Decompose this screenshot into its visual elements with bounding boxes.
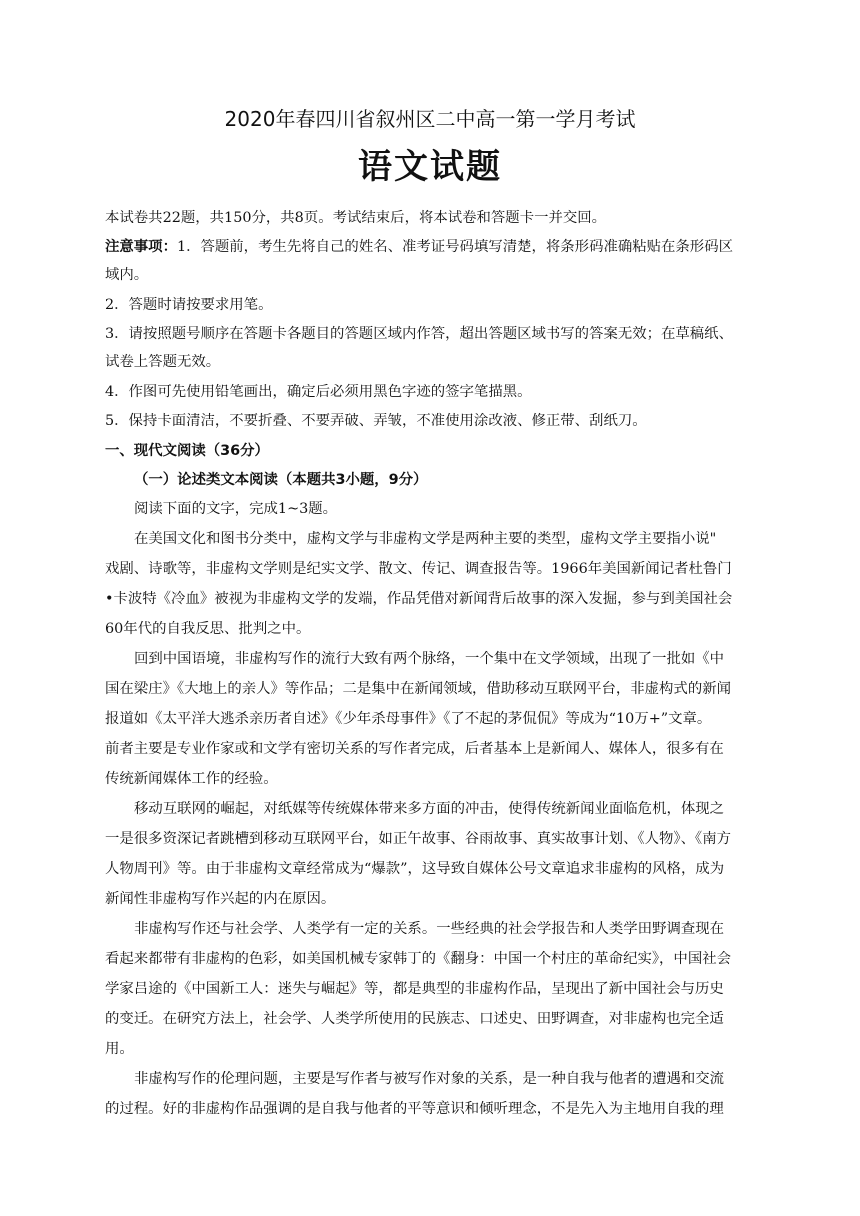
passage-line: 在美国文化和图书分类中，虚构文学与非虚构文学是两种主要的类型，虚构文学主要指小说" xyxy=(134,531,717,547)
passage-line: 非虚构写作的伦理问题，主要是写作者与被写作对象的关系，是一种自我与他者的遭遇和交流 xyxy=(134,1071,725,1087)
passage-line: 戏剧、诗歌等，非虚构文学则是纪实文学、散文、传记、调查报告等。1966年美国新闻记者杜鲁门 xyxy=(105,561,732,577)
passage-line: 用。 xyxy=(105,1041,134,1057)
notice-item-4: 4．作图可先使用铅笔画出，确定后必须用黑色字迹的签字笔描黑。 xyxy=(105,384,532,400)
notice-item-2: 2．答题时请按要求用笔。 xyxy=(105,297,273,313)
passage-line: 学家吕途的《中国新工人：迷失与崛起》等，都是典型的非虚构作品，呈现出了新中国社会与历史 xyxy=(105,981,724,997)
passage-line: 回到中国语境，非虚构写作的流行大致有两个脉络，一个集中在文学领域，出现了一批如《中 xyxy=(134,651,725,667)
notice-item-3-cont: 试卷上答题无效。 xyxy=(105,354,221,370)
notice-item-5: 5．保持卡面清洁，不要折叠、不要弄破、弄皱，不准使用涂改液、修正带、刮纸刀。 xyxy=(105,413,647,429)
section-heading: 一、现代文阅读（36分） xyxy=(105,443,269,459)
reading-instruction: 阅读下面的文字，完成1~3题。 xyxy=(134,501,338,517)
notice-item-1-cont: 域内。 xyxy=(105,267,149,283)
passage-line: 传统新闻媒体工作的经验。 xyxy=(105,771,278,787)
passage-line: 人物周刊》等。由于非虚构文章经常成为“爆款”，这导致自媒体公号文章追求非虚构的风格，成为 xyxy=(105,861,725,877)
notice-label: 注意事项： xyxy=(105,239,177,255)
passage-line: 看起来都带有非虚构的色彩，如美国机械专家韩丁的《翻身：中国一个村庄的革命纪实》，中国社会 xyxy=(105,951,731,967)
notice-item-1 xyxy=(105,235,733,256)
passage-line: 移动互联网的崛起，对纸媒等传统媒体带来多方面的冲击，使得传统新闻业面临危机，体现之 xyxy=(134,801,725,817)
passage-line: 国在梁庄》《大地上的亲人》等作品；二是集中在新闻领域，借助移动互联网平台，非虚构式的新闻 xyxy=(105,681,731,697)
passage-line: 前者主要是专业作家或和文学有密切关系的写作者完成，后者基本上是新闻人、媒体人，很多有在 xyxy=(105,741,724,757)
passage-line: 新闻性非虚构写作兴起的内在原因。 xyxy=(105,891,336,907)
notice-item-3: 3．请按照题号顺序在答题卡各题目的答题区域内作答，超出答题区域书写的答案无效；在草稿纸、 xyxy=(105,326,733,342)
subject-title: 语文试题 xyxy=(358,147,502,187)
passage-line: •卡波特《冷血》被视为非虚构文学的发端，作品凭借对新闻背后故事的深入发掘，参与到美国社会 xyxy=(105,591,733,607)
passage-line: 报道如《太平洋大逃杀亲历者自述》《少年杀母事件》《了不起的茅侃侃》等成为“10万+”文章。 xyxy=(105,711,712,727)
passage-line: 一是很多资深记者跳槽到移动互联网平台，如正午故事、谷雨故事、真实故事计划、《人物》、《南方 xyxy=(105,831,731,847)
exam-title: 2020年春四川省叙州区二中高一第一学月考试 xyxy=(224,107,636,131)
passage-line: 非虚构写作还与社会学、人类学有一定的关系。一些经典的社会学报告和人类学田野调查现在 xyxy=(134,921,725,937)
subsection-heading: （一）论述类文本阅读（本题共3小题，9分） xyxy=(134,472,428,488)
passage-line: 的过程。好的非虚构作品强调的是自我与他者的平等意识和倾听理念，不是先入为主地用自我的理 xyxy=(105,1101,724,1117)
passage-line: 的变迁。在研究方法上，社会学、人类学所使用的民族志、口述史、田野调查，对非虚构也完全适 xyxy=(105,1011,724,1027)
passage-line: 60年代的自我反思、批判之中。 xyxy=(105,621,311,637)
intro-text: 本试卷共22题，共150分，共8页。考试结束后，将本试卷和答题卡一并交回。 xyxy=(105,210,607,226)
notice-item-1-text: 1．答题前，考生先将自己的姓名、准考证号码填写清楚，将条形码准确粘贴在条形码区 xyxy=(176,239,733,255)
